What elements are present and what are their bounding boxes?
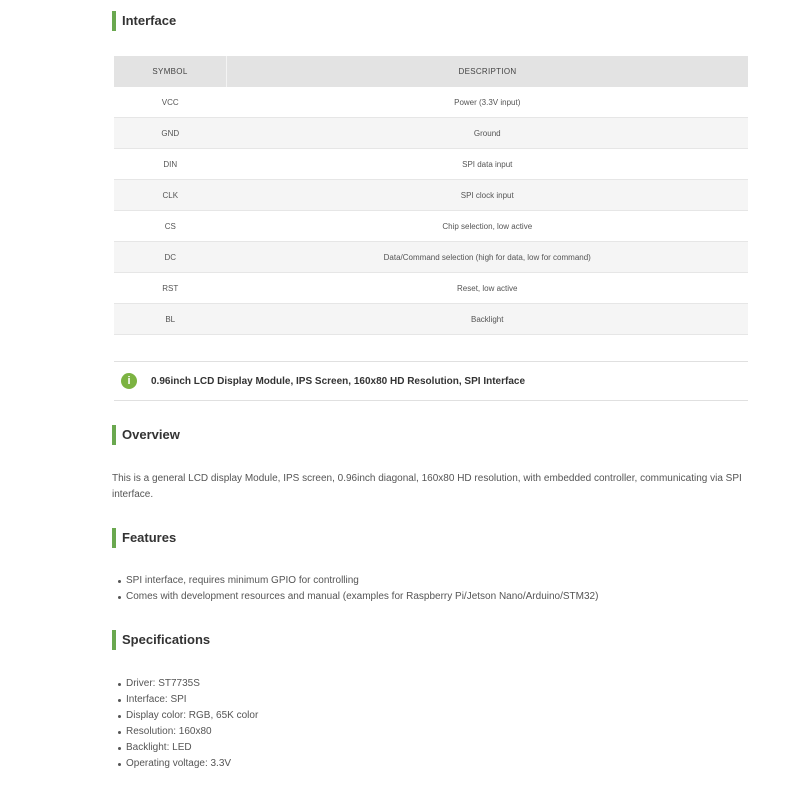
table-row xyxy=(114,180,748,211)
features-heading: Features xyxy=(112,528,176,548)
description-cell: SPI data input xyxy=(227,149,749,180)
description-cell: Ground xyxy=(227,118,749,149)
list-item xyxy=(112,740,258,756)
symbol-cell: CS xyxy=(114,211,227,242)
bullet-icon xyxy=(118,731,121,734)
list-item xyxy=(112,756,258,772)
feature-text: Comes with development resources and manual (examples for Raspberry Pi/Jetson Nano/Arduino/STM32) xyxy=(126,591,599,602)
symbol-cell: BL xyxy=(114,304,227,335)
symbol-cell: DC xyxy=(114,242,227,273)
interface-heading: Interface xyxy=(112,11,176,31)
list-item xyxy=(112,724,258,740)
spec-text: Interface: SPI xyxy=(126,694,187,705)
product-name: 0.96inch LCD Display Module, IPS Screen, 160x80 HD Resolution, SPI Interface xyxy=(151,375,526,387)
list-item xyxy=(112,708,258,724)
description-cell: Backlight xyxy=(227,304,749,335)
spec-text: Display color: RGB, 65K color xyxy=(126,710,259,721)
overview-heading: Overview xyxy=(112,425,180,445)
column-header-description: DESCRIPTION xyxy=(227,56,749,87)
feature-text: SPI interface, requires minimum GPIO for controlling xyxy=(126,575,359,586)
description-cell: Power (3.3V input) xyxy=(227,87,749,118)
description-cell: Reset, low active xyxy=(227,273,749,304)
symbol-cell: DIN xyxy=(114,149,227,180)
table-row xyxy=(114,211,748,242)
symbol-cell: CLK xyxy=(114,180,227,211)
features-list xyxy=(112,573,598,605)
list-item xyxy=(112,676,258,692)
column-header-symbol: SYMBOL xyxy=(114,56,227,87)
list-item xyxy=(112,692,258,708)
table-row xyxy=(114,242,748,273)
specifications-heading: Specifications xyxy=(112,630,210,650)
description-cell: Chip selection, low active xyxy=(227,211,749,242)
interface-table xyxy=(114,56,748,335)
spec-text: Operating voltage: 3.3V xyxy=(126,758,232,769)
bullet-icon xyxy=(118,580,121,583)
table-row xyxy=(114,87,748,118)
bullet-icon xyxy=(118,699,121,702)
bullet-icon xyxy=(118,747,121,750)
table-header-row xyxy=(114,56,748,87)
bullet-icon xyxy=(118,763,121,766)
table-row xyxy=(114,304,748,335)
bullet-icon xyxy=(118,683,121,686)
symbol-cell: GND xyxy=(114,118,227,149)
spec-text: Resolution: 160x80 xyxy=(126,726,212,737)
table-row xyxy=(114,273,748,304)
symbol-cell: RST xyxy=(114,273,227,304)
product-info-bar xyxy=(114,361,748,401)
bullet-icon xyxy=(118,715,121,718)
info-icon: i xyxy=(121,373,137,389)
description-cell: SPI clock input xyxy=(227,180,749,211)
symbol-cell: VCC xyxy=(114,87,227,118)
overview-text: This is a general LCD display Module, IPS screen, 0.96inch diagonal, 160x80 HD resolution, with embedded controller, communicating via SPI interface. xyxy=(112,473,742,500)
list-item xyxy=(112,589,598,605)
table-row xyxy=(114,149,748,180)
list-item xyxy=(112,573,598,589)
spec-text: Backlight: LED xyxy=(126,742,192,753)
specifications-list xyxy=(112,676,258,772)
spec-text: Driver: ST7735S xyxy=(126,678,200,689)
bullet-icon xyxy=(118,596,121,599)
description-cell: Data/Command selection (high for data, low for command) xyxy=(227,242,749,273)
table-row xyxy=(114,118,748,149)
